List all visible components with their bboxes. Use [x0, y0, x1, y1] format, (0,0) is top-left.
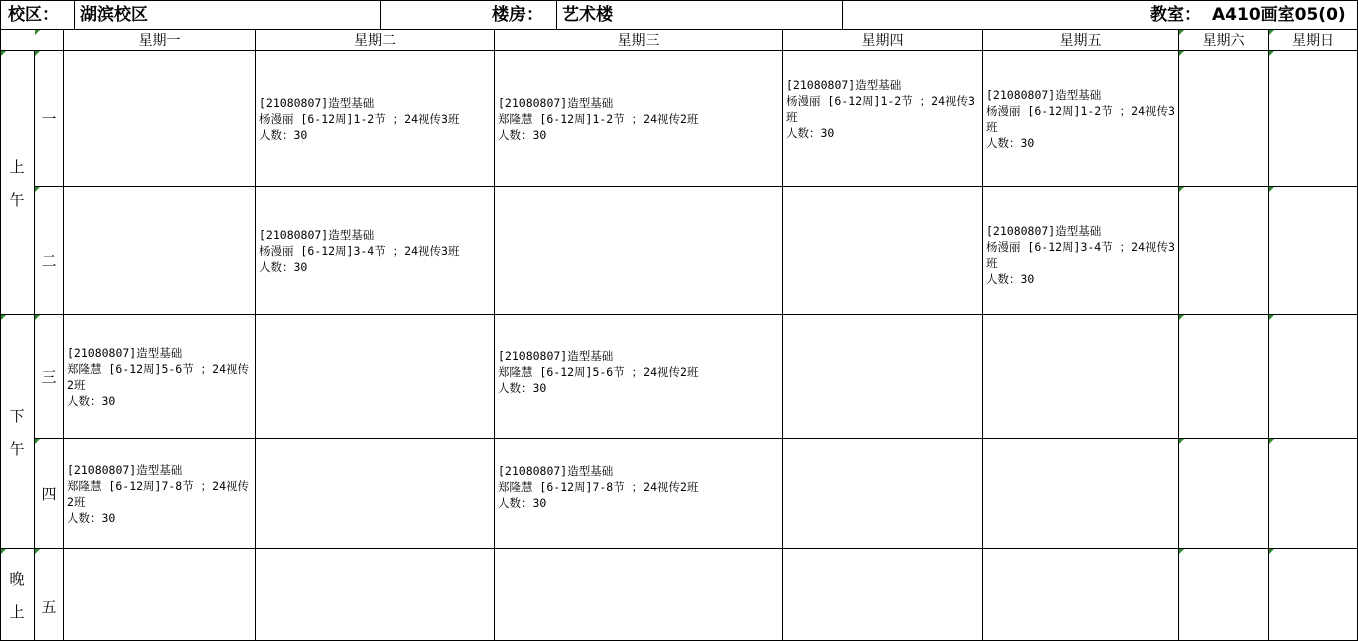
grid-line: [842, 0, 843, 29]
period-5: 五: [41, 598, 57, 616]
comment-marker: [1179, 51, 1184, 56]
session-morning-char-1: 上: [9, 157, 25, 176]
course-teacher-detail: 郑隆慧 [6-12周]7-8节 ；24视传2班: [498, 479, 699, 494]
session-evening-char-2: 上: [9, 602, 25, 621]
period-4: 四: [41, 485, 57, 503]
schedule-cell[interactable]: [983, 51, 1178, 186]
course-code-name: [21080807]造型基础: [259, 227, 375, 242]
comment-marker: [35, 549, 40, 554]
room-value: A410画室05(0): [1212, 5, 1346, 25]
comment-marker: [1, 51, 6, 56]
course-code-name: [21080807]造型基础: [259, 95, 375, 110]
grid-line: [982, 29, 983, 641]
course-teacher-detail: 郑隆慧 [6-12周]5-6节 ；24视传2班: [498, 364, 699, 379]
schedule-cell[interactable]: [783, 51, 982, 186]
day-header-tue: 星期二: [354, 33, 396, 49]
comment-marker: [1269, 51, 1274, 56]
schedule-cell[interactable]: [256, 187, 494, 314]
comment-marker: [1269, 315, 1274, 320]
course-code-name: [21080807]造型基础: [986, 223, 1102, 238]
period-2: 二: [41, 252, 57, 270]
day-header-wed: 星期三: [617, 33, 660, 49]
comment-marker: [35, 439, 40, 444]
building-label: 楼房：: [492, 5, 543, 25]
grid-line: [0, 29, 1358, 30]
schedule-cell[interactable]: [64, 439, 255, 548]
session-evening-char-1: 晚: [9, 569, 25, 588]
course-teacher-detail: 郑隆慧 [6-12周]1-2节 ；24视传2班: [498, 111, 699, 126]
course-teacher-detail: 郑隆慧 [6-12周]5-6节 ；24视传2班: [67, 361, 250, 392]
room-label: 教室：: [1150, 5, 1201, 25]
course-teacher-detail: 杨漫丽 [6-12周]1-2节 ；24视传3班: [986, 103, 1175, 134]
session-afternoon: [0, 315, 34, 548]
comment-marker: [1269, 30, 1274, 35]
grid-line: [0, 314, 1358, 315]
course-student-count: 人数：30: [259, 259, 308, 274]
schedule-cell[interactable]: [495, 51, 782, 186]
comment-marker: [1, 315, 6, 320]
course-student-count: 人数：30: [986, 135, 1035, 150]
course-student-count: 人数：30: [67, 510, 116, 525]
grid-line: [782, 29, 783, 641]
course-student-count: 人数：30: [498, 127, 547, 142]
course-teacher-detail: 杨漫丽 [6-12周]1-2节 ；24视传3班: [786, 93, 975, 124]
comment-marker: [35, 30, 40, 35]
course-code-name: [21080807]造型基础: [498, 348, 614, 363]
comment-marker: [1179, 549, 1184, 554]
grid-line: [0, 0, 1, 641]
schedule-cell[interactable]: [495, 315, 782, 438]
day-header-sun: 星期日: [1292, 33, 1334, 49]
comment-marker: [35, 51, 40, 56]
course-teacher-detail: 杨漫丽 [6-12周]3-4节 ；24视传3班: [986, 239, 1175, 270]
comment-marker: [35, 187, 40, 192]
course-code-name: [21080807]造型基础: [986, 87, 1102, 102]
day-header-fri: 星期五: [1059, 33, 1102, 49]
grid-line: [34, 186, 1358, 187]
campus-value: 湖滨校区: [80, 5, 148, 25]
session-morning: [0, 51, 34, 314]
schedule-cell[interactable]: [495, 439, 782, 548]
session-afternoon-char-1: 下: [9, 406, 25, 425]
day-header-sat: 星期六: [1202, 33, 1245, 49]
course-student-count: 人数：30: [786, 125, 835, 140]
session-afternoon-char-2: 午: [9, 439, 25, 458]
comment-marker: [1179, 439, 1184, 444]
comment-marker: [35, 315, 40, 320]
schedule-cell[interactable]: [256, 51, 494, 186]
schedule-cell[interactable]: [983, 187, 1178, 314]
day-header-thu: 星期四: [861, 33, 904, 49]
grid-line: [494, 29, 495, 641]
comment-marker: [1179, 187, 1184, 192]
course-student-count: 人数：30: [986, 271, 1035, 286]
course-code-name: [21080807]造型基础: [498, 463, 614, 478]
schedule-cell[interactable]: [64, 315, 255, 438]
course-teacher-detail: 郑隆慧 [6-12周]7-8节 ；24视传2班: [67, 478, 250, 509]
grid-line: [34, 438, 1358, 439]
session-evening: [0, 549, 34, 640]
grid-line: [63, 29, 64, 641]
grid-line: [74, 0, 75, 29]
course-code-name: [21080807]造型基础: [67, 345, 183, 360]
course-code-name: [21080807]造型基础: [786, 77, 902, 92]
day-header-mon: 星期一: [138, 33, 181, 49]
course-student-count: 人数：30: [498, 495, 547, 510]
grid-line: [0, 50, 1358, 51]
course-code-name: [21080807]造型基础: [67, 462, 183, 477]
period-3: 三: [41, 368, 57, 386]
grid-line: [380, 0, 381, 29]
session-morning-char-2: 午: [9, 190, 25, 209]
campus-label: 校区：: [8, 5, 59, 25]
grid-line: [0, 0, 1358, 1]
course-code-name: [21080807]造型基础: [498, 95, 614, 110]
comment-marker: [1269, 187, 1274, 192]
comment-marker: [1269, 549, 1274, 554]
grid-line: [556, 0, 557, 29]
comment-marker: [1, 549, 6, 554]
course-student-count: 人数：30: [259, 127, 308, 142]
comment-marker: [1269, 439, 1274, 444]
course-student-count: 人数：30: [67, 393, 116, 408]
grid-line: [255, 29, 256, 641]
course-teacher-detail: 杨漫丽 [6-12周]1-2节 ；24视传3班: [259, 111, 460, 126]
period-1: 一: [41, 110, 57, 128]
comment-marker: [1179, 30, 1184, 35]
comment-marker: [1179, 315, 1184, 320]
course-teacher-detail: 杨漫丽 [6-12周]3-4节 ；24视传3班: [259, 243, 460, 258]
grid-line: [0, 548, 1358, 549]
building-value: 艺术楼: [562, 5, 613, 25]
course-student-count: 人数：30: [498, 380, 547, 395]
